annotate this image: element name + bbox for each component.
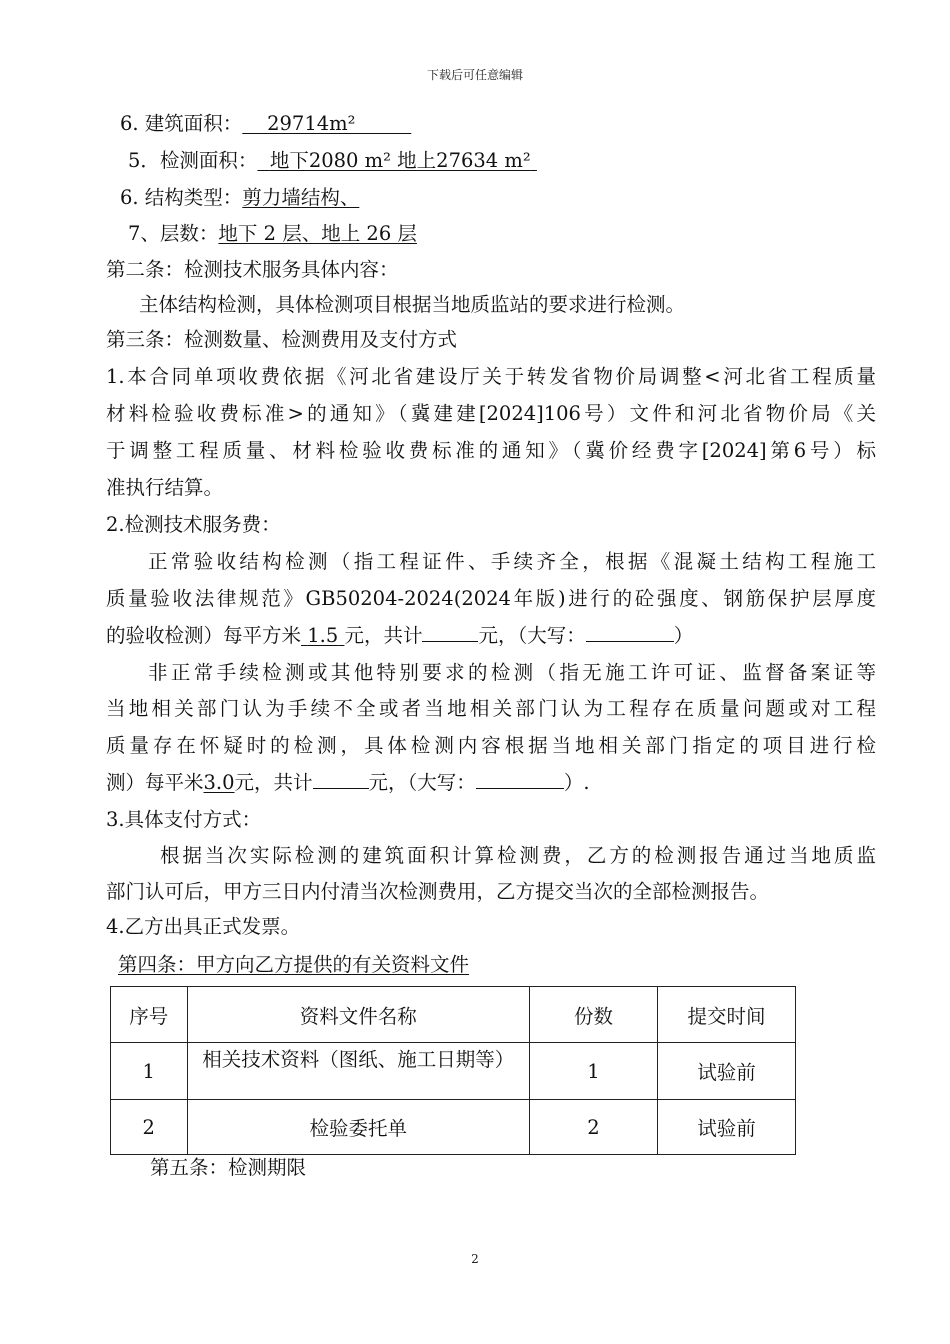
building-area-value: 29714m² <box>267 112 356 135</box>
payment-method-line: 根据当次实际检测的建筑面积计算检测费，乙方的检测报告通过当地质监 <box>160 844 876 867</box>
inspection-area-label: 5．检测面积： <box>128 149 258 172</box>
fee-basis-line: 准执行结算。 <box>106 476 224 499</box>
normal-price-value: 1.5 <box>307 624 339 647</box>
page-number: 2 <box>471 1252 479 1266</box>
amount-in-words-blank <box>476 770 564 789</box>
table-cell: 相关技术资料（图纸、施工日期等） <box>187 1043 529 1100</box>
building-area-line <box>120 111 411 137</box>
floors-label: 7、层数： <box>128 222 219 245</box>
fee-basis-line: 于调整工程质量、材料检验收费标准的通知》（冀价经费字[2024]第6号）标 <box>106 439 876 462</box>
abnormal-inspection-line: 非正常手续检测或其他特别要求的检测（指无施工许可证、监督备案证等 <box>148 661 876 684</box>
floors-line <box>128 221 417 247</box>
table-cell: 2 <box>111 1100 188 1155</box>
article-3-title: 第三条：检测数量、检测费用及支付方式 <box>106 328 458 351</box>
payment-method-line: 部门认可后，甲方三日内付清当次检测费用，乙方提交当次的全部检测报告。 <box>106 880 770 903</box>
abnormal-inspection-price-line: 测）每平米3.0元，共计 元，（大写： ）. <box>106 771 590 794</box>
table-cell: 1 <box>529 1043 657 1100</box>
normal-inspection-line: 质量验收法律规范》GB50204-2024(2024年版)进行的砼强度、钢筋保护层厚度 <box>106 587 876 610</box>
documents-table <box>110 986 796 1155</box>
article-2-title: 第二条：检测技术服务具体内容： <box>106 258 399 281</box>
header-cell: 提交时间 <box>658 987 796 1043</box>
building-area-label: 6. 建筑面积： <box>120 112 243 135</box>
table-cell: 2 <box>529 1100 657 1155</box>
table-cell: 试验前 <box>658 1043 796 1100</box>
abnormal-price-value: 3.0 <box>203 771 235 794</box>
table-cell: 检验委托单 <box>187 1100 529 1155</box>
article-4-title: 第四条：甲方向乙方提供的有关资料文件 <box>118 953 470 976</box>
structure-type-line <box>120 185 359 211</box>
service-fee-title: 2.检测技术服务费： <box>106 513 281 536</box>
structure-type-value: 剪力墙结构、 <box>242 186 360 209</box>
inspection-area-line <box>128 148 537 174</box>
abnormal-inspection-line: 当地相关部门认为手续不全或者当地相关部门认为工程存在质量问题或对工程 <box>106 697 876 720</box>
table-cell: 试验前 <box>658 1100 796 1155</box>
table-row <box>111 1043 796 1100</box>
structure-type-label: 6. 结构类型： <box>120 186 243 209</box>
table-row <box>111 1100 796 1155</box>
header-cell: 资料文件名称 <box>187 987 529 1043</box>
normal-inspection-line: 正常验收结构检测（指工程证件、手续齐全，根据《混凝土结构工程施工 <box>148 550 876 573</box>
header-cell: 份数 <box>529 987 657 1043</box>
table-cell: 1 <box>111 1043 188 1100</box>
normal-inspection-price-line: 的验收检测）每平方米 1.5 元，共计 元，（大写： ） <box>106 624 694 647</box>
payment-method-title: 3.具体支付方式： <box>106 808 262 831</box>
invoice-line: 4.乙方出具正式发票。 <box>106 915 301 938</box>
header-cell: 序号 <box>111 987 188 1043</box>
page-header: 下载后可任意编辑 <box>426 68 523 82</box>
table-header-row <box>111 987 796 1043</box>
abnormal-inspection-line: 质量存在怀疑时的检测，具体检测内容根据当地相关部门指定的项目进行检 <box>106 734 876 757</box>
inspection-area-value: 地下2080 m² 地上27634 m² <box>269 149 531 172</box>
article-5-title: 第五条：检测期限 <box>150 1156 307 1179</box>
fee-basis-line: 1.本合同单项收费依据《河北省建设厅关于转发省物价局调整<河北省工程质量 <box>106 365 876 388</box>
amount-in-words-blank <box>586 623 674 642</box>
fee-basis-line: 材料检验收费标准>的通知》（冀建建[2024]106号）文件和河北省物价局《关 <box>106 402 876 425</box>
article-2-body: 主体结构检测，具体检测项目根据当地质监站的要求进行检测。 <box>139 293 686 316</box>
floors-value: 地下 2 层、地上 26 层 <box>218 222 417 245</box>
total-blank <box>313 770 369 789</box>
total-blank <box>422 623 478 642</box>
